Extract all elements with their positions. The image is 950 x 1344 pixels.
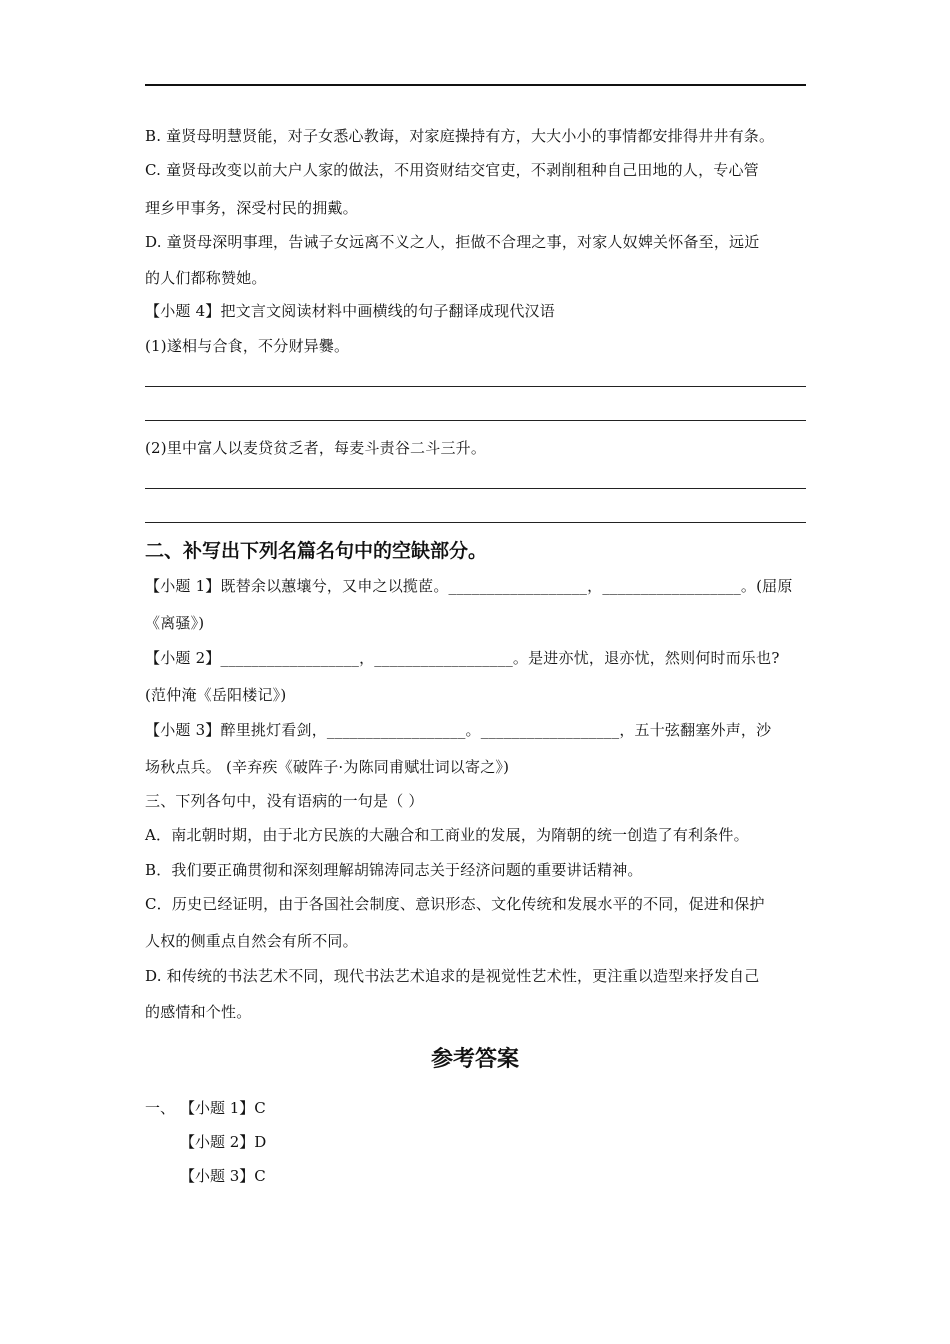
fill-q3-line1: 【小题 3】醉里挑灯看剑，__________________。__________________，五十弦翻塞外声，沙 — [145, 721, 772, 739]
answer-line — [145, 488, 806, 489]
option-d-line1: D. 童贤母深明事理，告诫子女远离不义之人，拒做不合理之事，对家人奴婢关怀备至，远近 — [145, 233, 760, 251]
choice-b: B．我们要正确贯彻和深刻理解胡锦涛同志关于经济问题的重要讲话精神。 — [145, 861, 643, 879]
option-d-line2: 的人们都称赞她。 — [145, 269, 267, 287]
fill-q1-line1: 【小题 1】既替余以蕙壤兮，又申之以揽茝。__________________，__________________。(屈原 — [145, 577, 793, 595]
answer-line — [145, 420, 806, 421]
option-c-line1: C. 童贤母改变以前大户人家的做法，不用资财结交官吏，不剥削租种自己田地的人，专心管 — [145, 161, 759, 179]
answer-1: 【小题 1】C — [180, 1099, 266, 1117]
answer-2: 【小题 2】D — [180, 1133, 267, 1151]
choice-a: A．南北朝时期，由于北方民族的大融合和工商业的发展，为隋朝的统一创造了有利条件。 — [145, 826, 749, 844]
answer-line — [145, 522, 806, 523]
answer-line — [145, 386, 806, 387]
fill-q3-line2: 场秋点兵。 (辛弃疾《破阵子·为陈同甫赋壮词以寄之》) — [145, 758, 510, 776]
option-b: B. 童贤母明慧贤能，对子女悉心教诲，对家庭操持有方，大大小小的事情都安排得井井有条。 — [145, 127, 775, 145]
fill-q2-line2: (范仲淹《岳阳楼记》) — [145, 686, 287, 704]
question-4-prompt: 【小题 4】把文言文阅读材料中画横线的句子翻译成现代汉语 — [145, 302, 555, 320]
question-4-item-1: (1)遂相与合食，不分财异爨。 — [145, 337, 350, 355]
answers-prefix: 一、 — [145, 1099, 176, 1117]
answers-title: 参考答案 — [430, 1046, 519, 1072]
choice-c-line1: C．历史已经证明，由于各国社会制度、意识形态、文化传统和发展水平的不同，促进和保护 — [145, 895, 765, 913]
section-2-heading: 二、补写出下列名篇名句中的空缺部分。 — [145, 540, 488, 562]
option-c-line2: 理乡甲事务，深受村民的拥戴。 — [145, 199, 358, 217]
choice-c-line2: 人权的侧重点自然会有所不同。 — [145, 932, 358, 950]
fill-q1-line2: 《离骚》) — [145, 614, 205, 632]
top-rule — [145, 84, 806, 86]
choice-d-line1: D. 和传统的书法艺术不同，现代书法艺术追求的是视觉性艺术性，更注重以造型来抒发自己 — [145, 967, 760, 985]
choice-d-line2: 的感情和个性。 — [145, 1003, 252, 1021]
answer-3: 【小题 3】C — [180, 1167, 266, 1185]
section-3-heading: 三、下列各句中，没有语病的一句是（ ） — [145, 792, 424, 810]
question-4-item-2: (2)里中富人以麦贷贫乏者，每麦斗责谷二斗三升。 — [145, 439, 487, 457]
fill-q2-line1: 【小题 2】__________________，__________________。是进亦忧，退亦忧，然则何时而乐也? — [145, 649, 780, 667]
